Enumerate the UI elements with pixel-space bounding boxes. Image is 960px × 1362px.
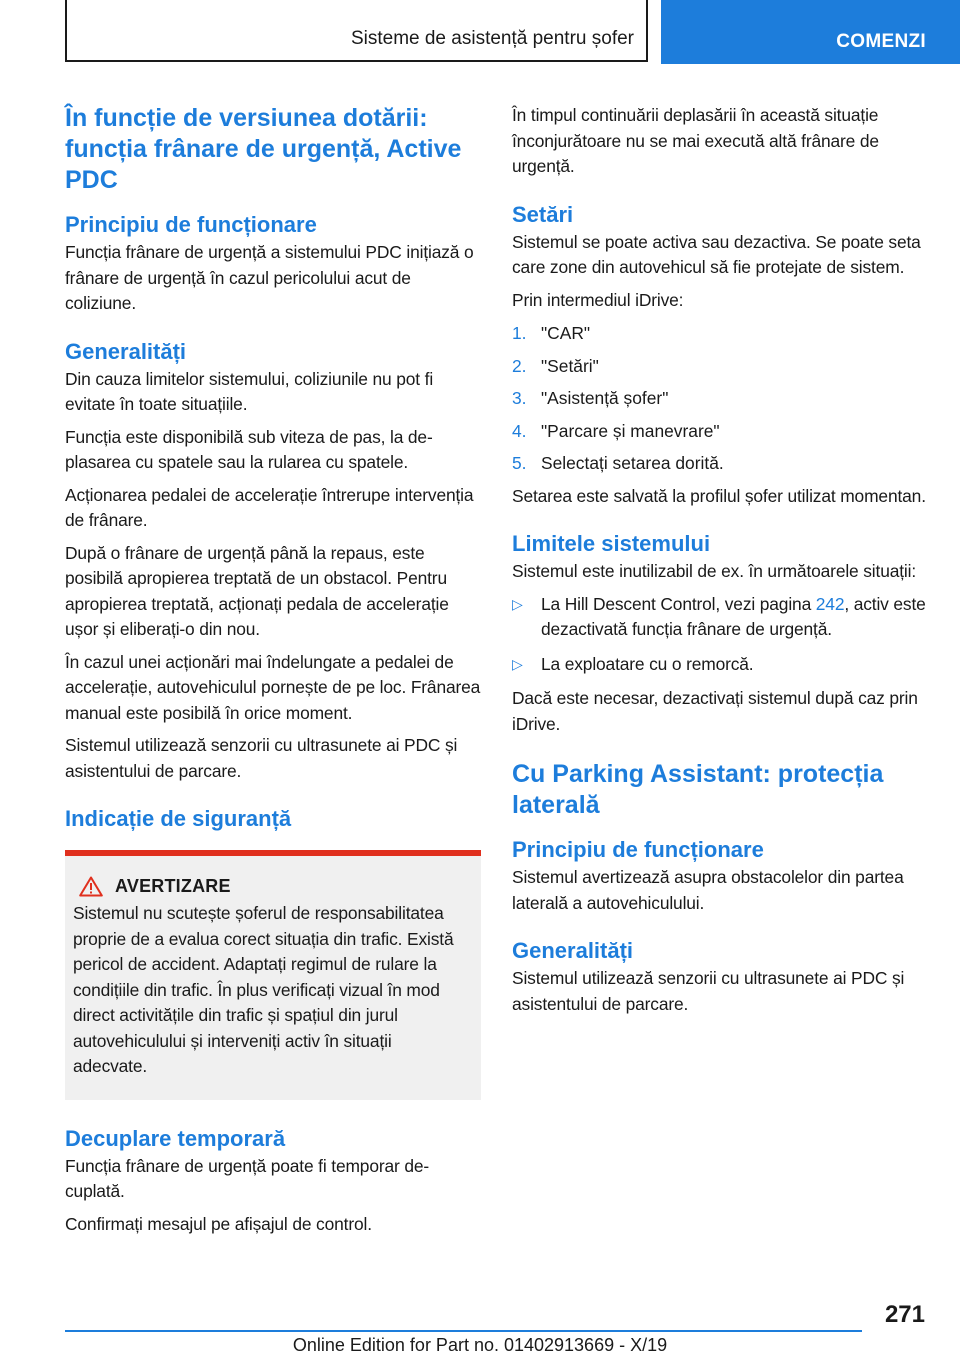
page-number: 271 bbox=[884, 1301, 925, 1328]
general-paragraph: După o frânare de urgență până la repaus, este posibilă apropierea treptată de un obstacol. Pentru apropierea treptată, acționați pedala de accelerație ușor și eliberați-o din nou. bbox=[65, 542, 449, 639]
right-column bbox=[512, 103, 928, 1024]
chapter-title: Sisteme de asistență pentru șofer bbox=[350, 28, 634, 49]
general-heading: Generalități bbox=[65, 338, 187, 364]
side-general-text: Sistemul utilizează senzorii cu ultrasunete ai PDC și asistentului de parcare. bbox=[512, 968, 905, 1014]
section-title: În funcție de versiunea dotării: funcția frânare de urgență, Active PDC bbox=[65, 104, 462, 194]
section-tab-label: COMENZI bbox=[836, 31, 926, 52]
list-item: ▷ La Hill Descent Control, vezi pagina 242, activ este dezactivată funcția frânare de urgență. bbox=[512, 592, 928, 643]
side-protection-title: Cu Parking Assistant: protecția laterală bbox=[512, 760, 884, 819]
settings-paragraph: Sistemul se poate activa sau dezactiva. Se poate seta care zone din autovehicul să fie protejate de sistem. bbox=[512, 231, 921, 277]
list-item: 2. "Setări" bbox=[512, 355, 599, 376]
settings-heading: Setări bbox=[512, 201, 574, 227]
triangle-bullet-icon: ▷ bbox=[512, 595, 523, 612]
steps-list bbox=[512, 321, 928, 477]
left-column bbox=[65, 103, 481, 1244]
settings-paragraph: Setarea este salvată la profilul șofer utilizat momentan. bbox=[512, 485, 926, 506]
list-item: 5. Selectați setarea dorită. bbox=[512, 453, 724, 473]
footer-divider bbox=[65, 1330, 862, 1332]
intro-paragraph: În timpul continuării deplasării în această situație înconjurătoare nu se mai execută altă frânare de urgență. bbox=[512, 105, 879, 176]
page-link[interactable]: 242 bbox=[815, 593, 845, 614]
decouple-heading: Decuplare temporară bbox=[65, 1125, 286, 1151]
general-paragraph: Sistemul utilizează senzorii cu ultrasunete ai PDC și asistentului de parcare. bbox=[65, 735, 458, 781]
principle-text: Funcția frânare de urgență a sistemului PDC inițiază o frânare de urgență în cazul pericolului acut de coliziune. bbox=[65, 242, 474, 313]
warning-box bbox=[65, 850, 481, 1100]
footer bbox=[0, 1335, 960, 1356]
limits-paragraph: Dacă este necesar, dezactivați sistemul după caz prin iDrive. bbox=[512, 688, 918, 734]
triangle-bullet-icon: ▷ bbox=[512, 655, 523, 672]
safety-heading: Indicație de siguranță bbox=[65, 806, 292, 831]
decouple-paragraph: Confirmați mesajul pe afișajul de control. bbox=[65, 1213, 372, 1234]
warning-triangle-icon bbox=[79, 876, 103, 897]
limits-heading: Limitele sistemului bbox=[512, 531, 711, 556]
warning-title: AVERTIZARE bbox=[115, 876, 231, 896]
general-paragraph: În cazul unei acționări mai îndelungate a pedalei de accelerație, autovehiculul pornește de pe loc. Frânarea manual este posibilă în orice moment. bbox=[65, 651, 481, 723]
edition-text: Online Edition for Part no. 01402913669 - X/19 bbox=[292, 1335, 668, 1355]
decouple-paragraph: Funcția frânare de urgență poate fi temporar decuplată. bbox=[65, 1155, 430, 1201]
side-principle-text: Sistemul avertizează asupra obstacolelor din partea laterală a autovehiculului. bbox=[512, 867, 904, 913]
side-principle-heading: Principiu de funcționare bbox=[512, 837, 764, 862]
limits-list bbox=[512, 592, 928, 678]
principle-heading: Principiu de funcționare bbox=[65, 212, 317, 237]
list-item: 3. "Asistență șofer" bbox=[512, 388, 669, 408]
list-item: ▷ La exploatare cu o remorcă. bbox=[512, 652, 928, 678]
header-frame bbox=[65, 0, 648, 62]
settings-paragraph: Prin intermediul iDrive: bbox=[512, 289, 684, 310]
list-item: 4. "Parcare și manevrare" bbox=[512, 420, 720, 441]
side-general-heading: Generalități bbox=[512, 938, 634, 963]
general-paragraph: Din cauza limitelor sistemului, coliziunile nu pot fi evitate în toate situațiile. bbox=[65, 368, 434, 414]
list-item: 1. "CAR" bbox=[512, 323, 591, 343]
limits-paragraph: Sistemul este inutilizabil de ex. în următoarele situații: bbox=[512, 561, 917, 581]
general-paragraph: Funcția este disponibilă sub viteza de pas, la deplasarea cu spatele sau la rularea cu spatele. bbox=[65, 426, 433, 472]
warning-text: Sistemul nu scutește șoferul de responsabilitatea proprie de a evalua corect situația din trafic. Există pericol de accident. Adaptați regimul de rulare la condițiile din trafic. În plus verificați vizual în mod direct activitățile din trafic și spațiul din jurul autovehiculului și interveniți activ în situații adecvate. bbox=[73, 903, 454, 1076]
section-tab[interactable] bbox=[661, 0, 960, 64]
general-paragraph: Acționarea pedalei de accelerație întrerupe intervenția de frânare. bbox=[65, 484, 474, 530]
